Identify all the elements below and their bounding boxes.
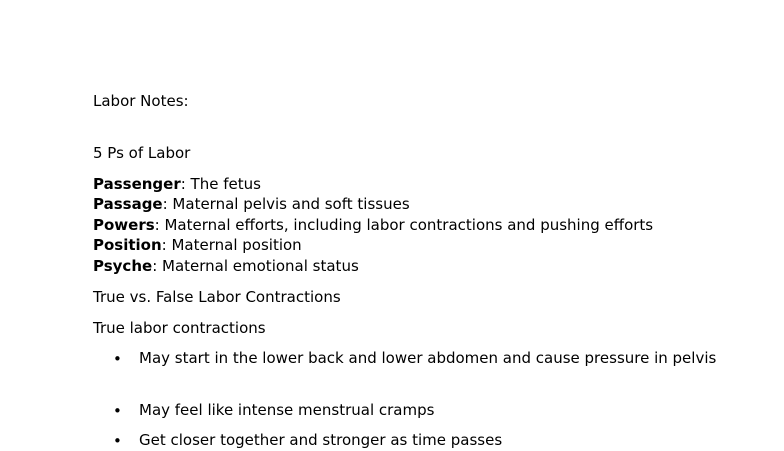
list-item: Get closer together and stronger as time passes — [139, 431, 503, 449]
document-title: Labor Notes: — [93, 92, 189, 110]
section-heading: 5 Ps of Labor — [93, 144, 191, 162]
definition-term: Psyche — [93, 257, 153, 275]
bullet-icon: • — [113, 402, 122, 420]
definition-text: : The fetus — [180, 175, 261, 193]
definition-text: : Maternal pelvis and soft tissues — [162, 195, 410, 213]
bullet-icon: • — [113, 350, 122, 368]
bullet-icon: • — [113, 432, 122, 450]
definition-term: Powers — [93, 216, 155, 234]
definition-text: : Maternal emotional status — [152, 257, 359, 275]
true-labor-heading: True labor contractions — [93, 319, 266, 337]
definition-psyche — [93, 256, 359, 276]
definition-text: : Maternal efforts, including labor contractions and pushing efforts — [154, 216, 654, 234]
definition-term: Position — [93, 236, 162, 254]
definition-passenger — [93, 174, 261, 194]
definition-term: Passenger — [93, 175, 181, 193]
comparison-heading: True vs. False Labor Contractions — [93, 288, 341, 306]
list-item: May feel like intense menstrual cramps — [139, 401, 435, 419]
definition-passage — [93, 194, 410, 214]
definition-text: : Maternal position — [161, 236, 302, 254]
list-item: May start in the lower back and lower abdomen and cause pressure in pelvis — [139, 349, 717, 367]
definition-term: Passage — [93, 195, 163, 213]
definition-powers — [93, 215, 653, 235]
definition-position — [93, 235, 302, 255]
